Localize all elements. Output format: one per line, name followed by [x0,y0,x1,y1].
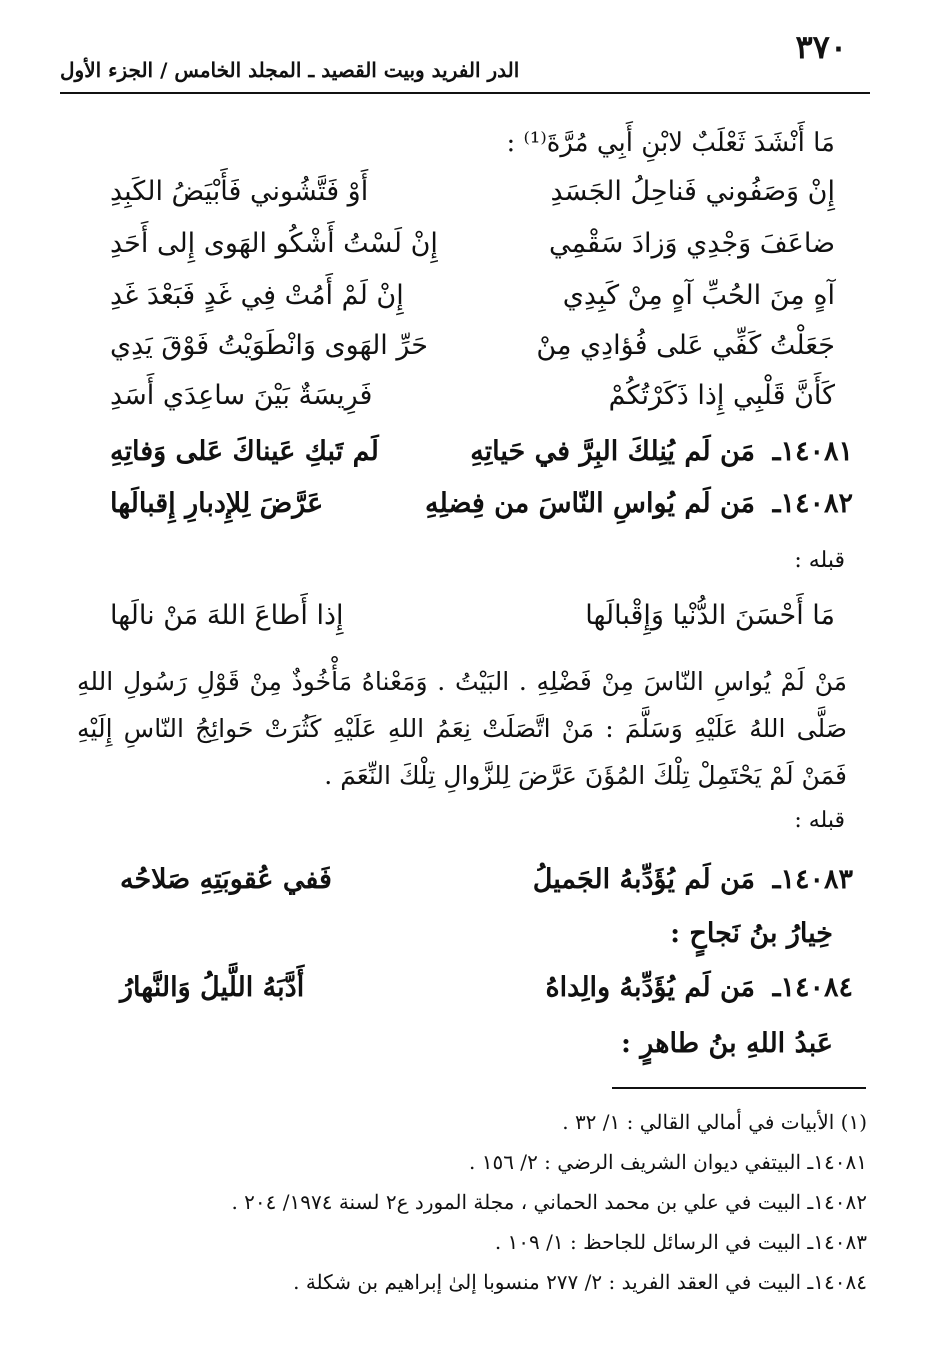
label-before-2: قبله : [794,808,845,833]
verse-4-first-hemistich: جَعَلْتُ كَفِّي عَلى فُؤادِي مِنْ [536,330,835,361]
verse-14082-first-hemistich: مَن لَم يُواسِ النّاسَ من فِضلِهِ [425,488,755,519]
page-number: ٣٧٠ [795,28,847,66]
verse-5-first-hemistich: كَأَنَّ قَلْبِي إِذا ذَكَرْتُكُمْ [608,380,835,411]
verse-4-second-hemistich: حَرِّ الهَوى وَانْطَوَيْتُ فَوْقَ يَدِي [110,330,428,361]
verse-before-first-hemistich: مَا أَحْسَنَ الدُّنْيا وَإِقْبالَها [585,600,835,631]
verse-3-first-hemistich: آهٍ مِنَ الحُبِّ آهٍ مِنْ كَبِدِي [562,280,835,311]
verse-1-second-hemistich: أَوْ فَتَّشُوني فَأَبْيَضُ الكَبِدِ [110,176,369,207]
attribution-abdallah: عَبدُ اللهِ بنُ طاهرٍ : [620,1028,833,1059]
verse-14082-second-hemistich: عَرَّضَ لِلإِدبارِ إِقبالَها [110,488,324,519]
verse-2-second-hemistich: إِنْ لَسْتُ أَشْكُو الهَوى إِلى أَحَدِ [110,228,438,259]
verse-3-second-hemistich: إِنْ لَمْ أَمُتْ فِي غَدٍ فَبَعْدَ غَدِ [110,280,404,311]
header-rule [60,92,870,94]
verse-14083-first-hemistich: مَن لَم يُؤَدِّبهُ الجَميلُ [532,864,755,895]
verse-14083-second-hemistich: فَفي عُقوبَتِهِ صَلاحُه [120,864,332,895]
verse-14081-second-hemistich: لَم تَبكِ عَيناكَ عَلى وَفاتِهِ [110,436,379,467]
footnote-14082: ١٤٠٨٢ـ البيت في علي بن محمد الحماني ، مجلة المورد ع٢ لسنة ١٩٧٤/ ٢٠٤ . [231,1190,867,1214]
footnote-rule [612,1087,866,1089]
attribution-khiyar: خِيارُ بنُ نَجاحٍ : [670,918,833,949]
verse-14084-first-hemistich: مَن لَم يُؤَدِّبهُ والِداهُ [545,972,755,1003]
footnote-14084: ١٤٠٨٤ـ البيت في العقد الفريد : ٢/ ٢٧٧ منسوبا إلىٰ إبراهيم بن شكلة . [293,1270,867,1294]
intro-line: مَا أَنْشَدَ ثَعْلَبٌ لابْنِ أَبِي مُرَّةَ⁽¹⁾ : [506,128,835,158]
commentary-paragraph: مَنْ لَمْ يُواسِ النّاسَ مِنْ فَضْلِهِ . البَيْتُ . وَمَعْناهُ مَأْخُوذٌ مِنْ قَوْلِ رَسُولِ اللهِ صَلَّى اللهُ عَلَيْهِ وَسَلَّمَ : مَنْ اتَّصَلَتْ نِعَمُ اللهِ عَلَيْهِ كَثُرَتْ حَوائِجُ النّاسِ إِلَيْهِ فَمَنْ لَمْ يَحْتَمِلْ تِلْكَ المُؤَنَ عَرَّضَ لِلزَّوالِ تِلْكَ النِّعَمَ . [77,667,847,790]
verse-number-14081: ١٤٠٨١ـ [772,436,853,467]
footnote-1: (١) الأبيات في أمالي القالي : ١/ ٣٢ . [562,1110,867,1134]
footnote-14081: ١٤٠٨١ـ البيتفي ديوان الشريف الرضي : ٢/ ١٥٦ . [469,1150,867,1174]
verse-number-14083: ١٤٠٨٣ـ [772,864,853,895]
verse-14084-second-hemistich: أَدَّبَهُ اللَّيلُ وَالنَّهارُ [120,972,305,1003]
verse-2-first-hemistich: ضاعَفَ وَجْدِي وَزادَ سَقْمِي [549,228,835,259]
running-header-title: الدر الفريد وبيت القصيد ـ المجلد الخامس / الجزء الأول [60,58,520,82]
verse-5-second-hemistich: فَرِيسَةٌ بَيْنَ ساعِدَي أَسَدِ [110,380,373,411]
verse-1-first-hemistich: إِنْ وَصَفُوني فَناحِلُ الجَسَدِ [550,176,835,207]
verse-number-14082: ١٤٠٨٢ـ [772,488,853,519]
verse-before-second-hemistich: إِذا أَطاعَ اللهَ مَنْ نالَها [110,600,344,631]
footnote-14083: ١٤٠٨٣ـ البيت في الرسائل للجاحظ : ١/ ١٠٩ . [494,1230,867,1254]
verse-number-14084: ١٤٠٨٤ـ [772,972,853,1003]
verse-14081-first-hemistich: مَن لَم يُنِلكَ البِرَّ في حَياتِهِ [470,436,755,467]
label-before-1: قبله : [794,548,845,573]
